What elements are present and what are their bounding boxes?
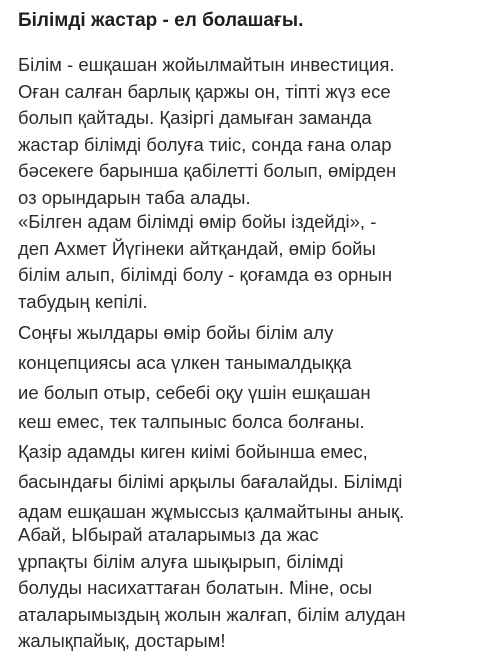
paragraph-1-line-6: оз орындарын таба алады. [18, 186, 251, 208]
paragraph-3-line-5: Қазір адамды киген киімі бойынша емес, [18, 441, 368, 463]
paragraph-3-line-7: адам ешқашан жұмыссыз қалмайтыны анық. [18, 500, 405, 522]
paragraph-2-line-3: білім алып, білімді болу - қоғамда өз орнын [18, 264, 393, 285]
paragraph-4-line-1: Абай, Ыбырай аталарымыз да жас [18, 524, 319, 545]
paragraph-2 [18, 209, 392, 315]
paragraph-2-line-2: деп Ахмет Йүгінеки айтқандай, өмір бойы [18, 237, 376, 259]
paragraph-1-line-3: болып қайтады. Қазіргі дамыған заманда [18, 107, 372, 128]
paragraph-1-line-2: Оған салған барлық қаржы он, тіпті жүз есе [18, 80, 391, 102]
paragraph-2-line-1: «Білген адам білімді өмір бойы іздейді», - [18, 211, 377, 232]
paragraph-4-line-4: аталарымыздың жолын жалғап, білім алудан [18, 603, 406, 625]
paragraph-3-line-4: кеш емес, тек талпыныс болса болғаны. [18, 411, 365, 433]
paragraph-1-line-1: Білім - ешқашан жойылмайтын инвестиция. [18, 54, 395, 75]
paragraph-2-line-4: табудың кепілі. [18, 290, 148, 312]
paragraph-1 [18, 52, 396, 211]
paragraph-4 [18, 522, 406, 655]
paragraph-3-line-6: басындағы білімі арқылы бағалайды. Білімді [18, 470, 403, 492]
paragraph-3-line-1: Соңғы жылдары өмір бойы білім алу [18, 322, 334, 343]
paragraph-4-line-2: ұрпақты білім алуға шықырып, білімді [18, 550, 344, 572]
paragraph-4-line-3: болуды насихаттаған болатын. Міне, осы [18, 577, 373, 599]
document-title: Білімді жастар - ел болашағы. [18, 10, 304, 31]
paragraph-3-line-3: ие болып отыр, себебі оқу үшін ешқашан [18, 381, 371, 403]
paragraph-1-line-4: жастар білімді болуға тиіс, сонда ғана олар [18, 133, 392, 155]
paragraph-3 [18, 318, 404, 527]
paragraph-3-line-2: концепциясы аса үлкен танымалдыққа [18, 351, 352, 373]
paragraph-1-line-5: бәсекеге барынша қабілетті болып, өмірден [18, 160, 397, 181]
paragraph-4-line-5: жалықпайық, достарым! [18, 630, 226, 652]
